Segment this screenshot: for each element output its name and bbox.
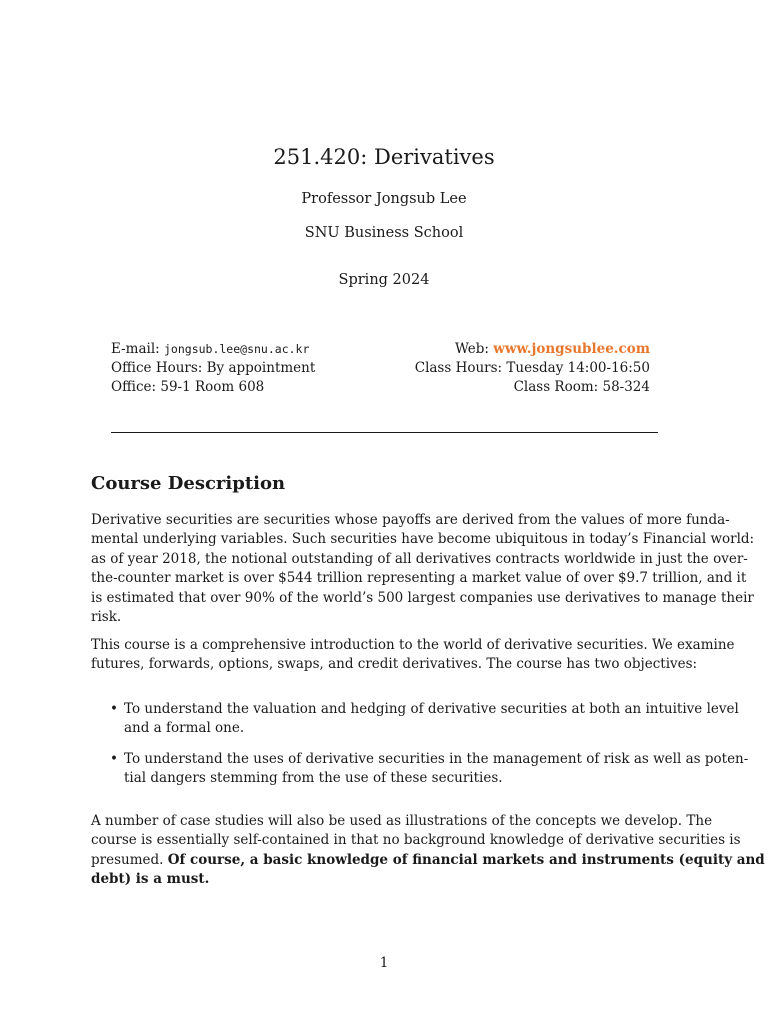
website-link[interactable]: www.jongsublee.com bbox=[493, 341, 650, 357]
list-item-line: tial dangers stemming from the use of these securities. bbox=[124, 770, 503, 787]
paragraph-line: is estimated that over 90% of the world’s 500 largest companies use derivatives to manage their bbox=[91, 589, 754, 606]
contact-right bbox=[415, 340, 650, 397]
email-row bbox=[111, 340, 315, 359]
class-hours: Class Hours: Tuesday 14:00-16:50 bbox=[414, 360, 650, 376]
paragraph-line: This course is a comprehensive introduction to the world of derivative securities. We examine bbox=[91, 637, 735, 653]
school-name: SNU Business School bbox=[304, 225, 464, 241]
page-number: 1 bbox=[379, 955, 389, 971]
paragraph-line: Derivative securities are securities whose payoffs are derived from the values of more funda- bbox=[91, 512, 730, 528]
list-item bbox=[91, 750, 749, 789]
header-divider bbox=[111, 432, 658, 433]
paragraph-line: course is essentially self-contained in that no background knowledge of derivative securities is bbox=[91, 832, 741, 849]
professor-name: Professor Jongsub Lee bbox=[301, 191, 467, 207]
email-address[interactable]: jongsub.lee@snu.ac.kr bbox=[164, 342, 310, 356]
office-hours: Office Hours: By appointment bbox=[111, 360, 316, 376]
description-paragraph-1 bbox=[91, 511, 755, 627]
web-label: Web: bbox=[455, 341, 494, 357]
paragraph-line bbox=[91, 851, 765, 870]
description-paragraph-2 bbox=[91, 636, 735, 675]
paragraph-line: as of year 2018, the notional outstanding of all derivatives contracts worldwide in just the over- bbox=[91, 550, 748, 567]
paragraph-line: mental underlying variables. Such securities have become ubiquitous in today’s Financial world: bbox=[91, 531, 755, 548]
office-location: Office: 59-1 Room 608 bbox=[111, 379, 265, 395]
class-room: Class Room: 58-324 bbox=[513, 379, 650, 395]
paragraph-line: futures, forwards, options, swaps, and credit derivatives. The course has two objectives: bbox=[91, 656, 698, 673]
paragraph-line: the-counter market is over $544 trillion representing a market value of over $9.7 trillion, and it bbox=[91, 570, 747, 587]
description-paragraph-3 bbox=[91, 812, 765, 890]
web-row bbox=[415, 340, 650, 359]
plain-text: presumed. bbox=[91, 851, 168, 868]
contact-left bbox=[111, 340, 315, 397]
emphasis-text: Of course, a basic knowledge of financial markets and instruments (equity and bbox=[167, 851, 765, 868]
paragraph-line bbox=[91, 870, 679, 889]
bullet-icon: • bbox=[110, 701, 118, 717]
paragraph-line: risk. bbox=[91, 609, 122, 626]
term: Spring 2024 bbox=[338, 272, 430, 288]
section-heading: Course Description bbox=[91, 473, 286, 494]
list-item-line: To understand the valuation and hedging of derivative securities at both an intuitive level bbox=[124, 701, 739, 717]
list-item-line: and a formal one. bbox=[124, 720, 245, 737]
emphasis-text: debt) is a must. bbox=[91, 871, 210, 888]
paragraph-line: A number of case studies will also be used as illustrations of the concepts we develop. The bbox=[91, 813, 713, 829]
objectives-list bbox=[91, 700, 749, 800]
list-item-line: To understand the uses of derivative securities in the management of risk as well as poten- bbox=[124, 750, 749, 767]
list-item bbox=[91, 700, 739, 739]
course-title: 251.420: Derivatives bbox=[273, 145, 495, 169]
email-label: E-mail: bbox=[111, 341, 164, 357]
bullet-icon: • bbox=[110, 750, 118, 767]
